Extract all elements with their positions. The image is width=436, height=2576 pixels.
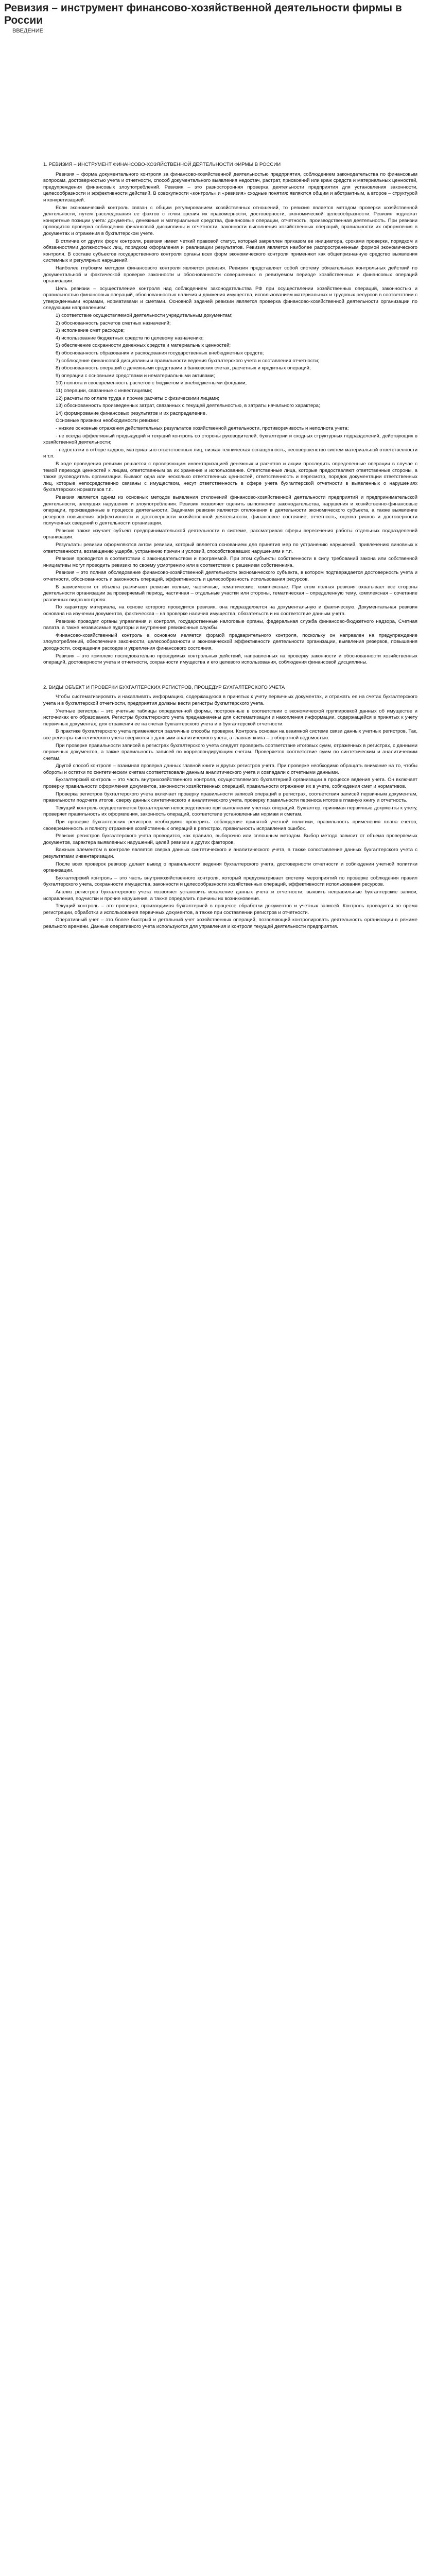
- list-item: 11) операции, связанные с инвестициями;: [56, 388, 152, 394]
- list-item: 13) обоснованность произведенных затрат, связанных с текущей деятельностью, в затраты начального характера;: [56, 403, 320, 409]
- paragraph: Текущий контроль осуществляется бухгалтерами непосредственно при выполнении учетных операций. Бухгалтер, принимая первичные документы к учету, проверяет правильность их оформления, законность операций, соответствие установленным нормам и сметам.: [43, 805, 417, 818]
- section1-paragraphs: [43, 172, 417, 312]
- paragraph: Наиболее глубоким методом финансового контроля является ревизия. Ревизия представляет собой систему обязательных контрольных действий по документальной и фактической проверке законности и обоснованности совершенных в ревизуемом периоде хозяйственных и финансовых операций организации.: [43, 265, 417, 284]
- paragraph: По характеру материала, на основе которого проводится ревизия, она подразделяется на документальную и фактическую. Документальная ревизия основана на изучении документов, фактическая – на проверке наличия имущества, обязательств и их соответствие данным учета.: [43, 604, 417, 617]
- list-item: 9) операции с основными средствами и нематериальными активами;: [56, 372, 215, 379]
- paragraph: В отличие от других форм контроля, ревизия имеет четкий правовой статус, который закреплен приказом ее инициатора, сроками проверки, порядком и обязанностями должностных лиц, порядком оформления и реализации результатов. Ревизия является наиболее распространенным формой экономического контроля. В составе субъектов государственного контроля органы всех форм экономического контроля применяют как общепризнанную средство выявления системных и регулярных нарушений.: [43, 238, 417, 264]
- paragraph: В зависимости от объекта различают ревизии полные, частичные, тематические, комплексные. При этом полная ревизия охватывает все стороны деятельности организации за проверяемый период, частичная – отдельные участки или стороны, тематическая – определенную тему, комплексная – сочетание различных видов контроля.: [43, 584, 417, 603]
- list-item: 14) формирование финансовых результатов и их распределение.: [56, 410, 207, 416]
- paragraph: Цель ревизии – осуществление контроля над соблюдением законодательства РФ при осуществлении хозяйственных операций, законностью и правильностью финансовых операций, обоснованностью наличия и движения имущества, использованием материальных и трудовых ресурсов в соответствии с утвержденными нормами, нормативами и сметами. Основной задачей ревизии является проверка финансово-хозяйственной деятельности организации по следующим направлениям:: [43, 285, 417, 311]
- section-heading: 1. РЕВИЗИЯ – ИНСТРУМЕНТ ФИНАНСОВО-ХОЗЯЙСТВЕННОЙ ДЕЯТЕЛЬНОСТИ ФИРМЫ В РОССИИ: [43, 162, 281, 167]
- paragraph: Если экономический контроль связан с общим регулированием хозяйственных отношений, то ревизия является методом проверки хозяйственной деятельности, путем расследования ее фактов с точки зрения их правомерности, достоверности, экономической целесообразности. Ревизия подлежат конкретные позиции учета: документы, денежные и материальные средства, финансовые операции, отчетность, производственная деятельность. При ревизии проводится проверка соблюдения финансовой дисциплины и отчетности, законности выполнения хозяйственных операций, правильности их оформления в документах и отражения в бухгалтерском учете.: [43, 205, 417, 236]
- section1-paragraphs-2: [43, 418, 417, 666]
- paragraph: Ревизия также изучает субъект предпринимательской деятельности в системе, рассматривая сферы пересечения работы отдельных подразделений организации.: [43, 528, 417, 540]
- paragraph: Ревизия является одним из основных методов выявления отклонений финансово-хозяйственной деятельности предприятий и предпринимательской деятельности, влекущих нарушения и злоупотребления. Ревизия позволяет оценить выполнение законодательства, нарушения и хозяйственно-финансовые операции, произведенные в процессе деятельности. Задачами ревизии являются отклонения в деятельности экономического субъекта, а также выявление резервов повышения эффективности и достоверности хозяйственной деятельности, финансовое состояние, отчетность, оценка рисков и достоверности полученных сведений о деятельности организации.: [43, 494, 417, 527]
- paragraph: При проверке бухгалтерских регистров необходимо проверить: соблюдение принятой учетной политики, правильность применения плана счетов, своевременность и полноту отражения хозяйственных операций в регистрах, правильность исправления ошибок.: [43, 819, 417, 832]
- paragraph: Другой способ контроля – взаимная проверка данных главной книги и других регистров учета. При проверке необходимо обращать внимание на то, чтобы обороты и остатки по синтетическим счетам соответствовали данным аналитического учета и совпадали с отчетными данными.: [43, 763, 417, 775]
- paragraph: Ревизия – это полная обследование финансово-хозяйственной деятельности экономического субъекта, в котором подтверждается достоверность учета и отчетности, обоснованность и законность операций, эффективность и целесообразность использования ресурсов.: [43, 570, 417, 583]
- list-item: 8) обоснованность операций с денежными средствами в банковских счетах, расчетных и кредитных операций;: [56, 365, 311, 371]
- list-item: 5) обеспечение сохранности денежных средств и материальных ценностей;: [56, 343, 231, 349]
- paragraph: Финансово-хозяйственный контроль в основном является формой предварительного контроля, поскольку он направлен на предупреждение злоупотреблений, обеспечение законности, целесообразности и экономической эффективности деятельности организации, выявления резервов, повышения доходности, сокращения расходов и укрепления финансового состояния.: [43, 632, 417, 651]
- paragraph: Ревизия – это комплекс последовательно проводимых контрольных действий, направленных на проверку законности и обоснованности хозяйственных операций, достоверности учета и отчетности, сохранности имущества и его целевого использования, соблюдения финансовой дисциплины.: [43, 653, 417, 666]
- list-item: 6) обоснованность образования и расходования государственных внебюджетных средств;: [56, 350, 264, 357]
- paragraph: В ходе проведения ревизии решается с проверяющим инвентаризацией денежных и расчетов и акции проследить определенные операции в случае с темой перехода ценностей к лицам, ответственным за их хранение и использование. Ответственные лица, которые предоставляют ответственные стороны, а также руководитель организации. Бывают одна или несколько ответственных ценностей, ответственность и пересмотр, порядок документации ответственных лиц, которые непосредственно связаны с имуществом, несут ответственность в сфере учета бухгалтерской отчетности в выявленных о нарушениях бухгалтерских нормативов т.п.: [43, 461, 417, 493]
- paragraph: При проверке правильности записей в регистрах бухгалтерского учета следует проверить соответствие итоговых сумм, отраженных в регистрах, с данными первичных документов, а также правильность записей по корреспондирующим счетам. Проверяется соответствие сумм по синтетическим и аналитическим счетам.: [43, 742, 417, 761]
- paragraph: После всех проверок ревизор делает вывод о правильности ведения бухгалтерского учета, достоверности отчетности и соблюдении учетной политики организации.: [43, 861, 417, 874]
- page-subtitle: ВВЕДЕНИЕ: [12, 28, 43, 34]
- section-heading: 2. ВИДЫ ОБЪЕКТ И ПРОВЕРКИ БУХГАЛТЕРСКИХ РЕГИСТРОВ, ПРОЦЕДУР БУХГАЛТЕРСКОГО УЧЕТА: [43, 684, 285, 690]
- document-body: [0, 162, 436, 930]
- paragraph: Оперативный учет – это более быстрый и детальный учет хозяйственных операций, позволяющий контролировать деятельность организации в режиме реального времени. Данные оперативного учета используются для управления и контроля текущей деятельности предприятия.: [43, 917, 417, 929]
- paragraph: Ревизия – форма документального контроля за финансово-хозяйственной деятельностью предприятия, соблюдением законодательства по финансовым вопросам, достоверностью учета и отчетности, способ документального выявления недостач, растрат, присвоений или краж средств и материальных ценностей, предупреждения финансовых злоупотреблений. Ревизия – это разносторонняя проверка деятельности предприятия для установления законности, целесообразности и эффективности действий. В совокупности «контроль» и «ревизия» сходные понятия: являются общим и абстрактным, а второе – структурой и конкретизацией.: [43, 171, 417, 203]
- page-title: Ревизия – инструмент финансово-хозяйственной деятельности фирмы в России: [4, 2, 402, 26]
- paragraph: - недостатки в отборе кадров, материально-ответственных лиц, низкая техническая оснащенность, несовершенство систем материальной ответственности и т.п.: [43, 447, 417, 460]
- section1-list: [43, 313, 417, 417]
- section-spacer: [43, 667, 417, 680]
- paragraph: Ревизия проводится в соответствии с законодательством и программой. При этом субъекты собственности в силу требований закона или собственной инициативы могут проводить ревизию по своему усмотрению или в соответствии с решением собственника.: [43, 556, 417, 568]
- list-item: 4) использование бюджетных средств по целевому назначению;: [56, 335, 204, 341]
- paragraph: Анализ регистров бухгалтерского учета позволяет установить искажение данных учета и отчетности, выявить неправильные бухгалтерские записи, исправления, подчистки и прочие нарушения, а также определить причины их возникновения.: [43, 889, 417, 902]
- paragraph: Учетные регистры – это учетные таблицы определенной формы, построенные в соответствии с экономической группировкой данных об имуществе и источниках его образования. Регистры бухгалтерского учета предназначены для систематизации и накопления информации, содержащейся в принятых к учету первичных документах, для отражения ее на счетах бухгалтерского учета и в бухгалтерской отчетности.: [43, 708, 417, 727]
- paragraph: - низкие основные отражения действительных результатов хозяйственной деятельности, противоречивость и неполнота учета;: [56, 425, 349, 431]
- list-item: 2) обоснованность расчетов сметных назначений;: [56, 320, 171, 326]
- list-item: 10) полнота и своевременность расчетов с бюджетом и внебюджетными фондами;: [56, 380, 247, 386]
- paragraph: Бухгалтерский контроль – это часть внутрихозяйственного контроля, который предусматривает систему мероприятий по проверке соблюдения правил бухгалтерского учета, сохранности имущества, законности и целесообразности хозяйственных операций, эффективности использования ресурсов.: [43, 875, 417, 888]
- list-item: 3) исполнение смет расходов;: [56, 328, 125, 334]
- paragraph: - не всегда эффективный предыдущий и текущий контроль со стороны руководителей, бухгалтерии и сходных структурных подразделений, действующих в хозяйственной деятельности;: [43, 433, 417, 446]
- paragraph: Текущий контроль – это проверка, производимая бухгалтерией в процессе обработки документов и учетных записей. Контроль проводится во время регистрации, обработки и использования первичных документов, а также при составлении регистров и отчетности.: [43, 903, 417, 916]
- paragraph: Важным элементом в контроле является сверка данных синтетического и аналитического учета, а также сопоставление данных бухгалтерского учета с результатами инвентаризации.: [43, 847, 417, 859]
- list-item: 7) соблюдение финансовой дисциплины и правильности ведения бухгалтерского учета и составления отчетности;: [56, 358, 320, 364]
- paragraph: Результаты ревизии оформляются актом ревизии, который является основанием для принятия мер по устранению нарушений, привлечению виновных к ответственности, возмещению ущерба, устранению причин и условий, способствовавших нарушениям и т.п.: [43, 542, 417, 554]
- list-item: 12) расчеты по оплате труда и прочие расчеты с физическими лицами;: [56, 395, 219, 401]
- paragraph: Проверка регистров бухгалтерского учета включает проверку правильности записей операций в регистрах, соответствия записей первичным документам, правильности подсчета итогов, сверку данных синтетического и аналитического учета, проверку правильности переноса итогов в главную книгу и отчетность.: [43, 791, 417, 804]
- top-spacer: [0, 34, 436, 157]
- paragraph: Чтобы систематизировать и накапливать информацию, содержащуюся в принятых к учету первичных документах, и отражать ее на счетах бухгалтерского учета и в бухгалтерской отчетности, предприятия должны вести регистры бухгалтерского учета.: [43, 694, 417, 706]
- paragraph: Бухгалтерский контроль – это часть внутрихозяйственного контроля, осуществляемого бухгалтерией организации в процессе ведения учета. Он включает проверку правильности оформления документов, законности хозяйственных операций, правильности отражения их в учете, соблюдения смет и нормативов.: [43, 777, 417, 790]
- paragraph: Ревизию проводят органы управления и контроля, государственные налоговые органы, федеральная служба финансово-бюджетного надзора, Счетная палата, а также независимые аудиторы и внутренние ревизионные службы.: [43, 618, 417, 631]
- paragraph: Основные признаки необходимости ревизии:: [56, 418, 160, 424]
- paragraph: В практике бухгалтерского учета применяются различные способы проверки. Контроль основан на взаимной системе связи данных учетных регистров. Так, все регистры синтетического учета сверяются с данными аналитического учета, а главная книга – с оборотной ведомостью.: [43, 728, 417, 741]
- section2-paragraphs: [43, 694, 417, 930]
- paragraph: Ревизия регистров бухгалтерского учета проводится, как правило, выборочно или сплошным методом. Выбор метода зависит от объема проверяемых документов, характера выявленных нарушений, целей ревизии и других факторов.: [43, 833, 417, 845]
- list-item: 1) соответствие осуществляемой деятельности учредительным документам;: [56, 313, 233, 319]
